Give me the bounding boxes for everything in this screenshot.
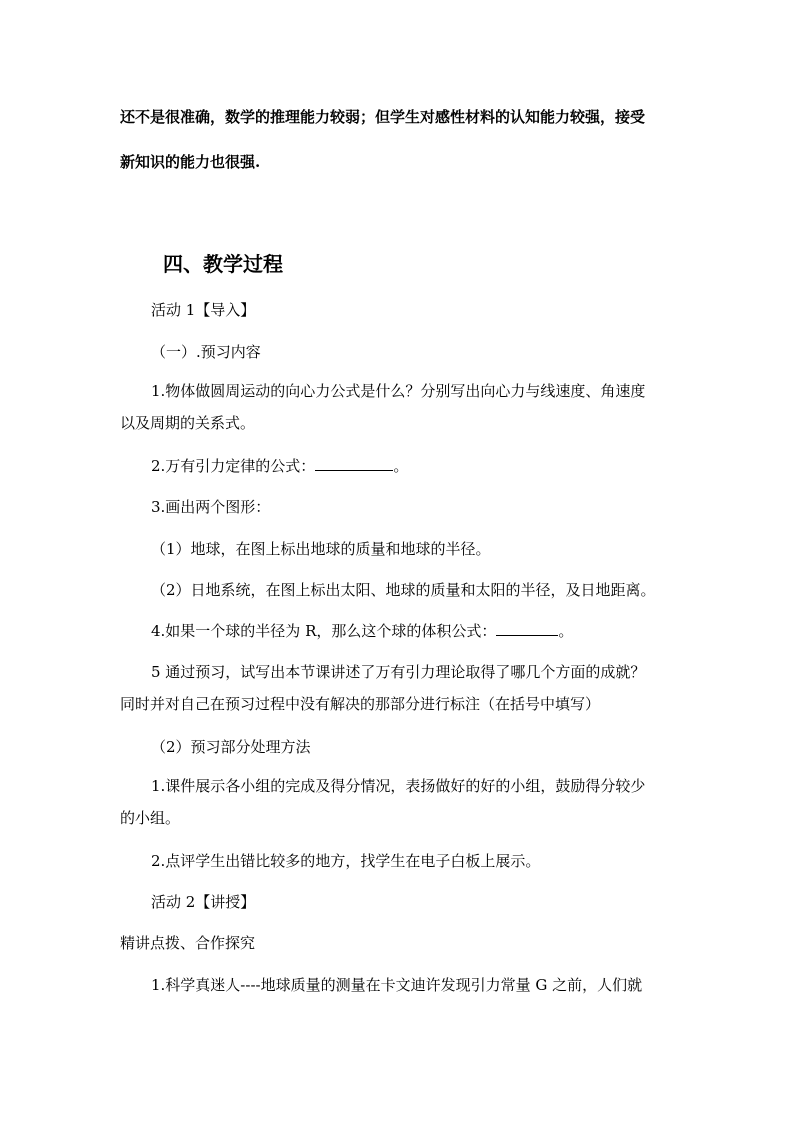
question-1-line-2: 以及周期的关系式。 xyxy=(120,414,256,432)
question-1-line-1: 1.物体做圆周运动的向心力公式是什么？分别写出向心力与线速度、角速度 xyxy=(151,382,646,400)
question-5-line-2: 同时并对自己在预习过程中没有解决的那部分进行标注（在括号中填写） xyxy=(120,695,601,713)
question-3-part-2: （2）日地系统，在图上标出太阳、地球的质量和太阳的半径，及日地距离。 xyxy=(151,581,656,599)
question-3: 3.画出两个图形： xyxy=(151,498,271,516)
question-5-line-1: 5 通过预习，试写出本节课讲述了万有引力理论取得了哪几个方面的成就？ xyxy=(151,663,646,681)
intro-line-1: 还不是很准确，数学的推理能力较弱；但学生对感性材料的认知能力较强，接受 xyxy=(120,108,646,126)
activity2-title: 活动 2【讲授】 xyxy=(151,893,256,911)
question-4-text: 4.如果一个球的半径为 R，那么这个球的体积公式： xyxy=(151,622,497,640)
question-2 xyxy=(151,456,408,476)
handling-method-subheading: （2）预习部分处理方法 xyxy=(151,738,311,756)
question-4-end: 。 xyxy=(558,622,574,640)
activity1-title: 活动 1【导入】 xyxy=(151,301,256,319)
method-1-line-1: 1.课件展示各小组的完成及得分情况，表扬做好的好的小组，鼓励得分较少 xyxy=(151,777,646,795)
question-2-text: 2.万有引力定律的公式： xyxy=(151,457,316,475)
question-4-blank xyxy=(496,621,558,636)
intro-line-2: 新知识的能力也很强. xyxy=(120,153,261,171)
preview-content-subheading: （一）.预习内容 xyxy=(151,343,261,361)
question-2-end: 。 xyxy=(393,457,409,475)
section-heading: 四、教学过程 xyxy=(163,252,283,276)
question-3-part-1: （1）地球，在图上标出地球的质量和地球的半径。 xyxy=(151,540,491,558)
method-2: 2.点评学生出错比较多的地方，找学生在电子白板上展示。 xyxy=(151,852,541,870)
activity2-paragraph-1: 1.科学真迷人----地球质量的测量在卡文迪许发现引力常量 G 之前，人们就 xyxy=(151,976,643,994)
question-2-blank xyxy=(315,456,393,471)
activity2-subheading: 精讲点拨、合作探究 xyxy=(120,934,256,952)
question-4 xyxy=(151,621,573,641)
method-1-line-2: 的小组。 xyxy=(120,809,181,827)
